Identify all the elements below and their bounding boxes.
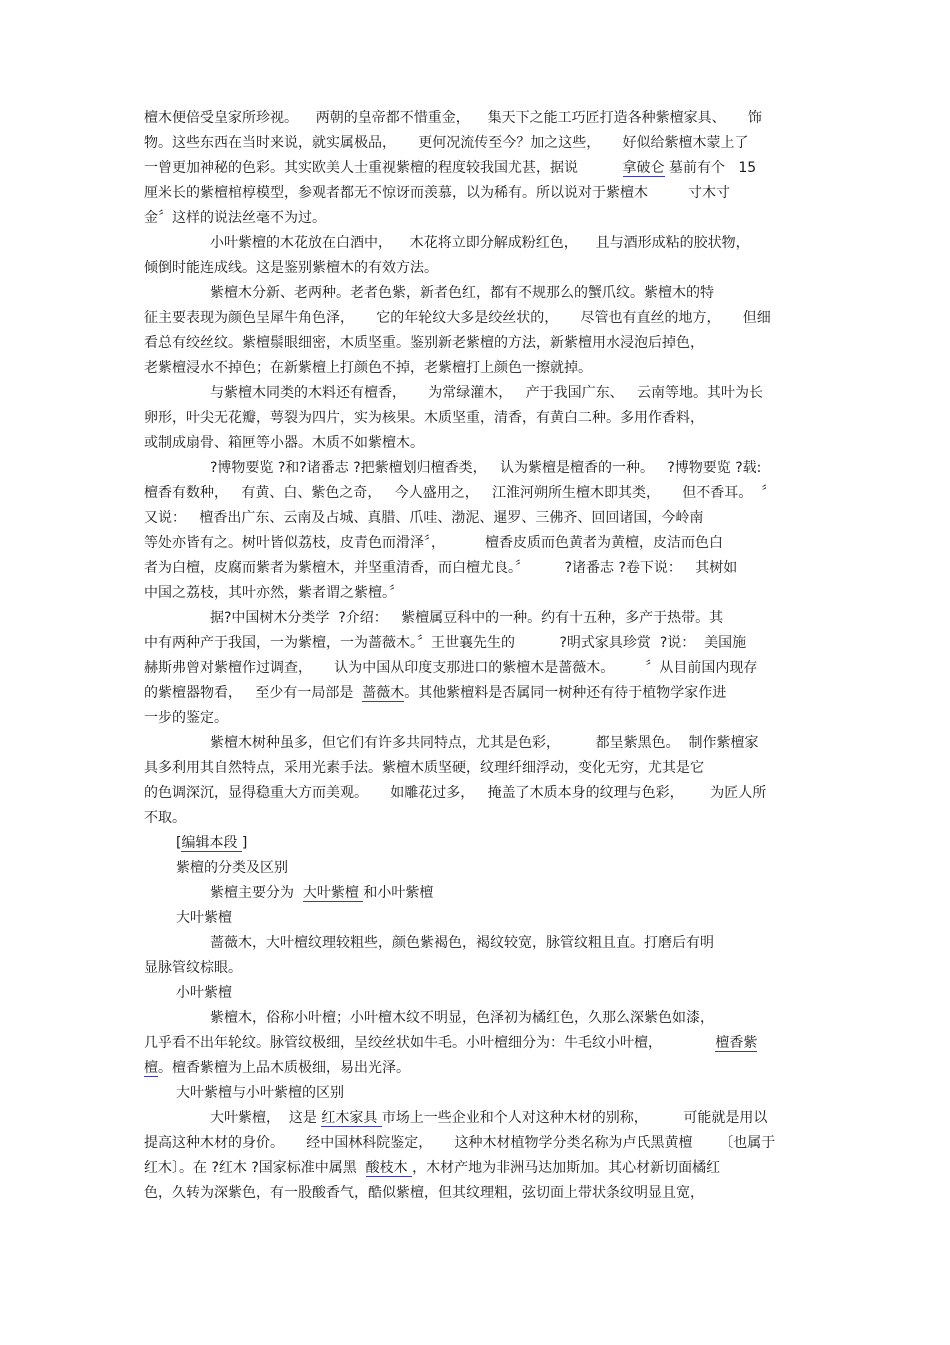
text-link[interactable]: 檀香紫 bbox=[715, 1035, 758, 1051]
text-link[interactable]: 拿破仑 bbox=[622, 160, 665, 176]
text-line: 紫檀木分新、老两种。老者色紫，新者色红，都有不规那么的蟹爪纹。紫檀木的特 bbox=[210, 285, 714, 301]
text-line: 赫斯弗曾对紫檀作过调查， 认为中国从印度支那进口的紫檀木是蔷薇木。 〞从目前国内现存 bbox=[144, 660, 758, 676]
text-line: 紫檀的分类及区别 bbox=[176, 860, 288, 876]
text-line bbox=[144, 681, 950, 706]
text-line: 紫檀木树种虽多，但它们有许多共同特点，尤其是色彩， 都呈紫黑色。 制作紫檀家 bbox=[210, 735, 759, 751]
text-span: 。檀香紫檀为上品木质极细，易出光泽。 bbox=[158, 1060, 410, 1076]
text-line: 显脉管纹棕眼。 bbox=[144, 960, 242, 976]
text-line: 小叶紫檀的木花放在白酒中， 木花将立即分解成粉红色， 且与酒形成粘的胶状物， bbox=[210, 235, 750, 251]
text-line: 金〞这样的说法丝毫不为过。 bbox=[144, 210, 326, 226]
text-span: 一曾更加神秘的色彩。其实欧美人士重视紫檀的程度较我国尤甚，据说 bbox=[144, 160, 623, 176]
text-line: 紫檀木，俗称小叶檀；小叶檀木纹不明显，色泽初为橘红色，久那么深紫色如漆， bbox=[210, 1010, 714, 1026]
text-line: 檀香有数种， 有黄、白、紫色之奇， 今人盛用之， 江淮河朔所生檀木即其类， 但不香耳。 〞 bbox=[144, 485, 776, 501]
text-line: 或制成扇骨、箱匣等小器。木质不如紫檀木。 bbox=[144, 435, 424, 451]
text-span: 几乎看不出年轮纹。脉管纹极细，呈绞丝状如牛毛。小叶檀细分为：牛毛纹小叶檀， bbox=[144, 1035, 716, 1051]
text-line bbox=[144, 1156, 950, 1181]
text-line: 厘米长的紫檀棺椁模型，参观者都无不惊讶而羡慕，以为稀有。所以说对于紫檀木 寸木寸 bbox=[144, 185, 731, 201]
text-line: 大叶紫檀与小叶紫檀的区别 bbox=[176, 1085, 344, 1101]
text-line: 蔷薇木，大叶檀纹理较粗些，颜色紫褐色，褐纹较宽，脉管纹粗且直。打磨后有明 bbox=[210, 935, 714, 951]
text-span: 市场上一些企业和个人对这种木材的别称， 可能就是用以 bbox=[381, 1110, 768, 1126]
text-line: 倾倒时能连成线。这是鉴别紫檀木的有效方法。 bbox=[144, 260, 438, 276]
text-span: 的紫檀器物看， 至少有一局部是 bbox=[144, 685, 363, 701]
text-line: 物。这些东西在当时来说，就实属极品， 更何况流传至今？加之这些， 好似给紫檀木蒙上了 bbox=[144, 135, 749, 151]
text-span: ] bbox=[241, 835, 248, 851]
text-line: 色，久转为深紫色，有一股酸香气，酷似紫檀，但其纹理粗，弦切面上带状条纹明显且宽， bbox=[144, 1185, 704, 1201]
text-line bbox=[144, 1031, 950, 1056]
text-span: 和小叶紫檀 bbox=[363, 885, 434, 901]
text-line: 一步的鉴定。 bbox=[144, 710, 228, 726]
text-link[interactable]: 酸枝木 bbox=[365, 1160, 413, 1176]
text-line: 等处亦皆有之。树叶皆似荔枝，皮青色而滑泽〞， 檀香皮质而色黄者为黄檀，皮洁而色白 bbox=[144, 535, 724, 551]
text-span: ，木材产地为非洲马达加斯加。其心材新切面橘红 bbox=[412, 1160, 721, 1176]
text-line: 与紫檀木同类的木料还有檀香， 为常绿灌木， 产于我国广东、 云南等地。其叶为长 bbox=[210, 385, 763, 401]
text-link[interactable]: 蔷薇木 bbox=[362, 685, 405, 701]
text-line bbox=[144, 156, 950, 181]
text-span: 紫檀主要分为 bbox=[210, 885, 303, 901]
text-line: 又说： 檀香出广东、云南及占城、真腊、爪哇、渤泥、暹罗、三佛齐、回回诸国，今岭南 bbox=[144, 510, 704, 526]
text-line bbox=[144, 1056, 950, 1081]
text-span: [ bbox=[176, 835, 182, 851]
text-line: 者为白檀，皮腐而紫者为紫檀木，并坚重清香，而白檀尤良。〞 ?诸番志 ?卷下说： 其树如 bbox=[144, 560, 738, 576]
text-span: 墓前有个 15 bbox=[664, 160, 757, 176]
text-link[interactable]: 红木家具 bbox=[321, 1110, 382, 1126]
text-line: 老紫檀浸水不掉色；在新紫檀上打颜色不掉，老紫檀打上颜色一擦就掉。 bbox=[144, 360, 592, 376]
text-link[interactable]: 大叶紫檀 bbox=[302, 885, 364, 901]
text-line: 小叶紫檀 bbox=[176, 985, 232, 1001]
text-line: 中国之荔枝，其叶亦然，紫者谓之紫檀。〞 bbox=[144, 585, 403, 601]
text-line: 的色调深沉，显得稳重大方而美观。 如雕花过多， 掩盖了木质本身的纹理与色彩， 为匠人所 bbox=[144, 785, 767, 801]
text-line: 看总有绞丝纹。紫檀鬃眼细密，木质坚重。鉴别新老紫檀的方法，新紫檀用水浸泡后掉色， bbox=[144, 335, 704, 351]
text-line bbox=[210, 1106, 950, 1131]
text-line: 卵形，叶尖无花瓣，萼裂为四片，实为核果。木质坚重，清香，有黄白二种。多用作香料， bbox=[144, 410, 704, 426]
text-line: 提高这种木材的身价。 经中国林科院鉴定， 这种木材植物学分类名称为卢氏黑黄檀 〔也属于 bbox=[144, 1135, 776, 1151]
text-line: 据?中国树木分类学 ?介绍： 紫檀属豆科中的一种。约有十五种，多产于热带。其 bbox=[210, 610, 724, 626]
text-line bbox=[176, 831, 950, 856]
text-link[interactable]: 檀 bbox=[144, 1060, 158, 1076]
text-line: ?博物要览 ?和?诸番志 ?把紫檀划归檀香类， 认为紫檀是檀香的一种。 ?博物要览 ?载: bbox=[210, 460, 762, 476]
text-line bbox=[210, 881, 950, 906]
text-line: 中有两种产于我国，一为紫檀，一为蔷薇木。〞王世襄先生的 ?明式家具珍赏 ?说： 美国施 bbox=[144, 635, 747, 651]
text-link[interactable]: 编辑本段 bbox=[181, 835, 242, 851]
text-line: 不取。 bbox=[144, 810, 186, 826]
text-line: 大叶紫檀 bbox=[176, 910, 232, 926]
text-line: 檀木便倍受皇家所珍视。 两朝的皇帝都不惜重金， 集天下之能工巧匠打造各种紫檀家具、 饰 bbox=[144, 110, 762, 126]
text-line: 征主要表现为颜色呈犀牛角色泽， 它的年轮纹大多是绞丝状的， 尽管也有直丝的地方， 但细 bbox=[144, 310, 771, 326]
text-span: 。其他紫檀料是否属同一树种还有待于植物学家作进 bbox=[404, 685, 727, 701]
text-span: 红木〕。在 ?红木 ?国家标准中属黑 bbox=[144, 1160, 366, 1176]
text-line: 具多利用其自然特点，采用光素手法。紫檀木质坚硬，纹理纤细浮动，变化无穷，尤其是它 bbox=[144, 760, 704, 776]
text-span: 大叶紫檀， 这是 bbox=[210, 1110, 322, 1126]
